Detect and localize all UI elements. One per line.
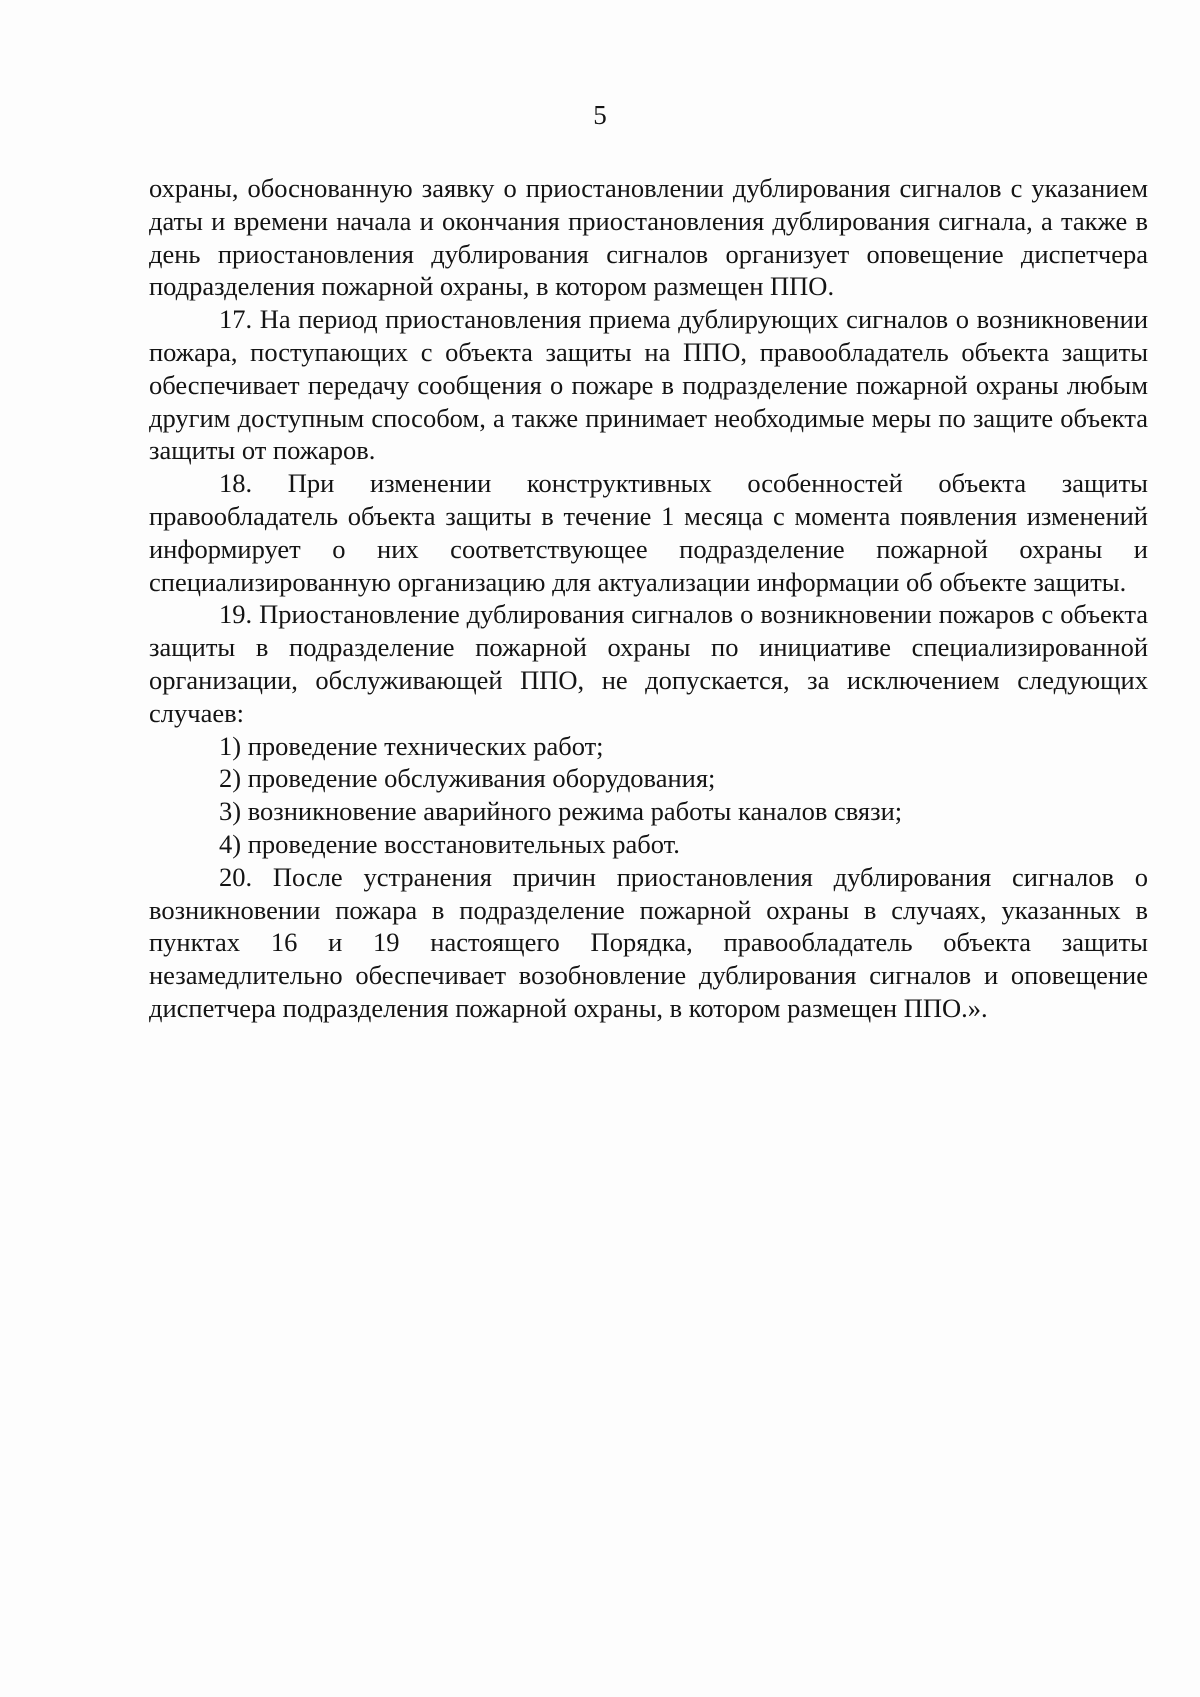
list-item-2: 2) проведение обслуживания оборудования; — [219, 763, 716, 794]
list-item-4: 4) проведение восстановительных работ. — [219, 828, 680, 859]
paragraph-18: 18. При изменении конструктивных особенностей объекта защиты правообладатель объекта защиты в течение 1 месяца с момента появления изменений информирует о них соответствующее подразделение пожарной охраны и специализированную организацию для актуализации информации об объекте защиты. — [149, 468, 1148, 597]
paragraph-17: 17. На период приостановления приема дублирующих сигналов о возникновении пожара, поступающих с объекта защиты на ППО, правообладатель объекта защиты обеспечивает передачу сообщения о пожаре в подразделение пожарной охраны любым другим доступным способом, а также принимает необходимые меры по защите объекта защиты от пожаров. — [149, 304, 1148, 466]
document-body — [149, 172, 1148, 1025]
paragraph-continuation: охраны, обоснованную заявку о приостановлении дублирования сигналов с указанием даты и времени начала и окончания приостановления дублирования сигнала, а также в день приостановления дублирования сигналов организует оповещение диспетчера подразделения пожарной охраны, в котором размещен ППО. — [149, 173, 1148, 302]
paragraph-19: 19. Приостановление дублирования сигналов о возникновении пожаров с объекта защиты в подразделение пожарной охраны по инициативе специализированной организации, обслуживающей ППО, не допускается, за исключением следующих случаев: — [149, 599, 1148, 728]
list-item-1: 1) проведение технических работ; — [219, 730, 604, 761]
list-item-3: 3) возникновение аварийного режима работы каналов связи; — [219, 796, 903, 827]
paragraph-20: 20. После устранения причин приостановления дублирования сигналов о возникновении пожара в подразделение пожарной охраны в случаях, указанных в пунктах 16 и 19 настоящего Порядка, правообладатель объекта защиты незамедлительно обеспечивает возобновление дублирования сигналов и оповещение диспетчера подразделения пожарной охраны, в котором размещен ППО.». — [149, 861, 1148, 1023]
page-number: 5 — [593, 100, 607, 130]
